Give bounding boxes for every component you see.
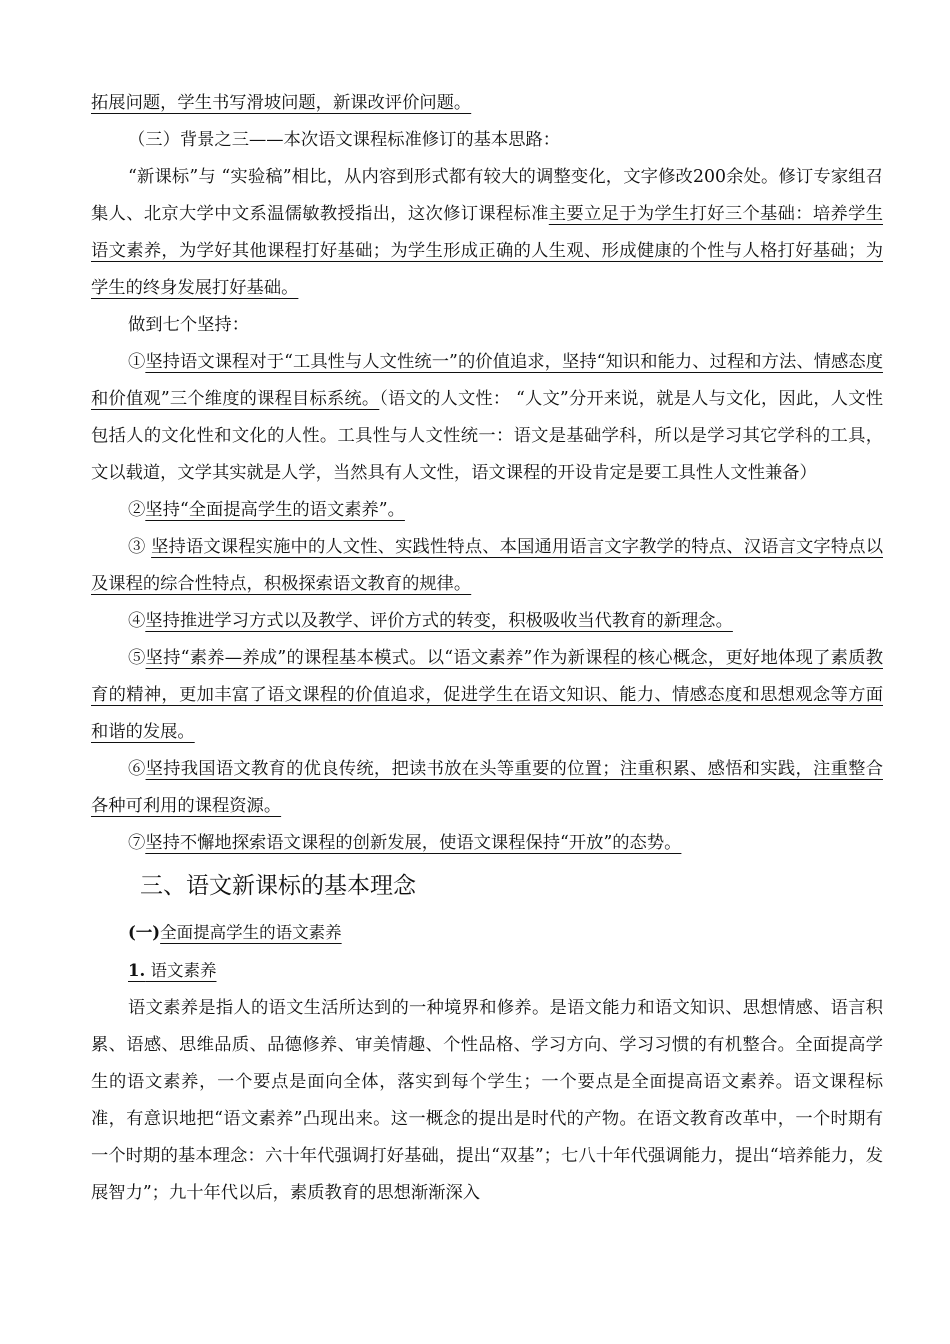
subsection-title: 全面提高学生的语文素养 [160,923,342,942]
subheading-background-three: （三）背景之三——本次语文课程标准修订的基本思路： [128,130,561,150]
underlined-text: 坚持推进学习方式以及教学、评价方式的转变，积极吸收当代教育的新理念。 [145,611,733,631]
subsection-heading-1 [91,914,883,952]
item-marker: ⑦ [128,833,146,853]
principle-item-5 [91,640,883,751]
section-heading: 三、语文新课标的基本理念 [140,873,416,899]
underlined-text: 坚持我国语文教育的优良传统，把读书放在头等重要的位置；注重积累、感悟和实践，注重整合各种可利用的课程资源。 [91,759,883,816]
item-marker: ④ [128,611,146,631]
item-marker: ⑤ [128,648,146,668]
underlined-text: 坚持不懈地探索语文课程的创新发展，使语文课程保持“开放”的态势。 [145,833,682,853]
paragraph-revision-overview [91,159,883,307]
plain-text: （语文的人文性： “人文”分开来说，就是人与文化，因此，人文性包括人的文化性和文化的人性。工具性与人文性统一：语文是基础学科，所以是学习其它学科的工具，文以载道，文学其实就是人学，当然具有人文性，语文课程的开设肯定是要工具性人文性兼备） [91,389,883,483]
item-marker: ② [128,500,146,520]
item-marker: ⑥ [128,759,146,779]
plain-text: “新课标”与 “实验稿”相比，从内容到形式都有较大的调整变化，文字修改200余处。修订专家组召集人、北京大学中文系温儒敏教授指出，这次修订课程标准 [91,167,883,224]
underlined-text: 主要立足于为学生打好三个基础：培养学生语文素养，为学好其他课程打好基础；为学生形成正确的人生观、形成健康的个性与人格打好基础；为学生的终身发展打好基础。 [91,204,883,298]
subsection-prefix: (一) [128,923,161,942]
document-page [91,85,883,1212]
principle-item-4 [91,603,883,640]
principle-item-7 [91,825,883,862]
subsection-title-underlined [128,961,216,980]
paragraph-seven-principles-intro: 做到七个坚持： [128,315,249,335]
principle-item-6 [91,751,883,825]
underlined-text: 拓展问题，学生书写滑坡问题，新课改评价问题。 [91,93,472,113]
subsection-number: 1. [128,961,146,980]
underlined-text: 坚持“素养—养成”的课程基本模式。以“语文素养”作为新课程的核心概念，更好地体现了素质教育的精神，更加丰富了语文课程的价值追求，促进学生在语文知识、能力、情感态度和思想观念等方面和谐的发展。 [91,648,883,742]
item-marker: ③ [128,537,152,557]
subsection-heading-2 [91,952,883,990]
item-marker: ① [128,352,146,372]
principle-item-1 [91,344,883,492]
principle-item-2 [91,492,883,529]
underlined-text: 坚持语文课程实施中的人文性、实践性特点、本国通用语言文字教学的特点、汉语言文字特点以及课程的综合性特点，积极探索语文教育的规律。 [91,537,883,594]
underlined-text: 坚持语文课程对于“工具性与人文性统一”的价值追求，坚持“知识和能力、过程和方法、情感态度和价值观”三个维度的课程目标系统。 [91,352,883,409]
principle-item-3 [91,529,883,603]
subsection-label: 语文素养 [145,961,217,980]
paragraph-continuation [91,85,883,122]
underlined-text: 坚持“全面提高学生的语文素养”。 [145,500,405,520]
paragraph-literacy-definition: 语文素养是指人的语文生活所达到的一种境界和修养。是语文能力和语文知识、思想情感、语言积累、语感、思维品质、品德修养、审美情趣、个性品格、学习方向、学习习惯的有机整合。全面提高学生的语文素养，一个要点是面向全体，落实到每个学生；一个要点是全面提高语文素养。语文课程标准，有意识地把“语文素养”凸现出来。这一概念的提出是时代的产物。在语文教育改革中，一个时期有一个时期的基本理念：六十年代强调打好基础，提出“双基”；七八十年代强调能力，提出“培养能力，发展智力”；九十年代以后，素质教育的思想渐渐深入 [91,998,883,1203]
